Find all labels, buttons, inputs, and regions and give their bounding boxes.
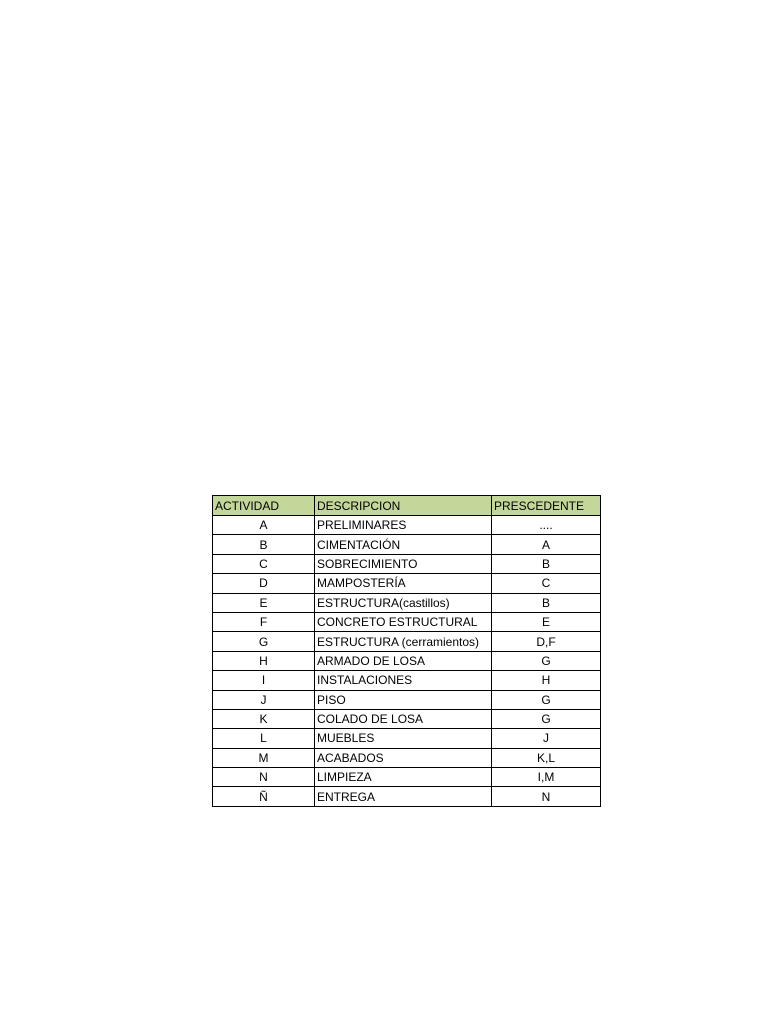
cell-descripcion: SOBRECIMIENTO (315, 554, 492, 573)
table-row (213, 787, 601, 806)
cell-actividad: E (213, 593, 315, 612)
activity-precedence-table (212, 495, 601, 807)
table-row (213, 535, 601, 554)
cell-actividad: C (213, 554, 315, 573)
cell-actividad: K (213, 709, 315, 728)
table-row (213, 768, 601, 787)
cell-actividad: F (213, 612, 315, 631)
cell-descripcion: ARMADO DE LOSA (315, 651, 492, 670)
cell-precedente: A (492, 535, 601, 554)
cell-actividad: L (213, 729, 315, 748)
cell-precedente: B (492, 593, 601, 612)
activity-table-container (212, 495, 601, 807)
cell-descripcion: ESTRUCTURA (cerramientos) (315, 632, 492, 651)
header-row (213, 496, 601, 516)
cell-precedente: .... (492, 516, 601, 535)
cell-actividad: Ñ (213, 787, 315, 806)
cell-descripcion: CONCRETO ESTRUCTURAL (315, 612, 492, 631)
table-row (213, 632, 601, 651)
cell-actividad: N (213, 768, 315, 787)
table-row (213, 554, 601, 573)
table-row (213, 671, 601, 690)
table-header (213, 496, 601, 516)
table-row (213, 651, 601, 670)
cell-descripcion: MUEBLES (315, 729, 492, 748)
cell-descripcion: MAMPOSTERÍA (315, 574, 492, 593)
table-row (213, 729, 601, 748)
cell-precedente: D,F (492, 632, 601, 651)
cell-actividad: B (213, 535, 315, 554)
cell-actividad: G (213, 632, 315, 651)
cell-descripcion: ESTRUCTURA(castillos) (315, 593, 492, 612)
table-row (213, 748, 601, 767)
table-body (213, 516, 601, 807)
cell-actividad: A (213, 516, 315, 535)
cell-precedente: G (492, 651, 601, 670)
cell-descripcion: PRELIMINARES (315, 516, 492, 535)
cell-precedente: G (492, 709, 601, 728)
table-row (213, 709, 601, 728)
cell-precedente: C (492, 574, 601, 593)
cell-precedente: B (492, 554, 601, 573)
cell-precedente: G (492, 690, 601, 709)
cell-precedente: E (492, 612, 601, 631)
cell-actividad: H (213, 651, 315, 670)
cell-descripcion: ENTREGA (315, 787, 492, 806)
table-row (213, 690, 601, 709)
cell-actividad: J (213, 690, 315, 709)
cell-actividad: I (213, 671, 315, 690)
cell-actividad: D (213, 574, 315, 593)
cell-descripcion: CIMENTACIÓN (315, 535, 492, 554)
table-row (213, 612, 601, 631)
cell-descripcion: LIMPIEZA (315, 768, 492, 787)
table-row (213, 516, 601, 535)
cell-precedente: I,M (492, 768, 601, 787)
column-header-descripcion: DESCRIPCION (315, 496, 492, 516)
cell-actividad: M (213, 748, 315, 767)
cell-precedente: K,L (492, 748, 601, 767)
cell-descripcion: PISO (315, 690, 492, 709)
cell-descripcion: ACABADOS (315, 748, 492, 767)
cell-descripcion: COLADO DE LOSA (315, 709, 492, 728)
column-header-precedente: PRESCEDENTE (492, 496, 601, 516)
cell-precedente: N (492, 787, 601, 806)
table-row (213, 574, 601, 593)
cell-descripcion: INSTALACIONES (315, 671, 492, 690)
column-header-actividad: ACTIVIDAD (213, 496, 315, 516)
table-row (213, 593, 601, 612)
cell-precedente: J (492, 729, 601, 748)
cell-precedente: H (492, 671, 601, 690)
